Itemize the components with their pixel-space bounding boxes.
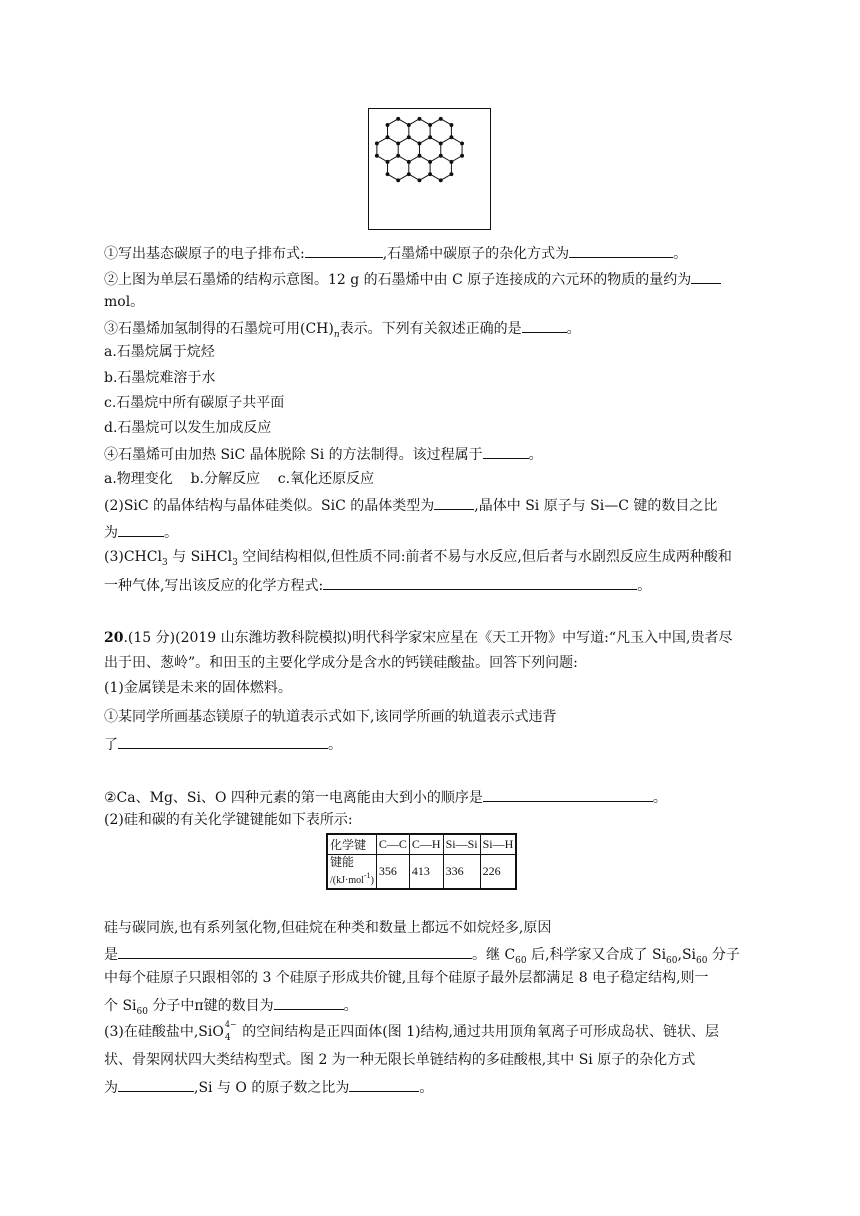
question-20-part3-cont2 [104,1076,433,1098]
question-20-part1-1 [104,707,556,727]
carbon-atom [396,154,400,158]
carbon-atom [460,141,464,145]
subscript: n [333,329,340,340]
carbon-atom [418,178,422,182]
carbon-atom [428,172,432,176]
question-number: 20 [104,630,124,646]
carbon-atom [407,160,411,164]
text: 后,科学家又合成了 Si [526,947,667,963]
answer-blank[interactable] [483,786,653,802]
text: ③石墨烯加氢制得的石墨烷可用(CH) [104,321,334,337]
answer-blank[interactable] [483,443,529,459]
question-20-cont [104,653,578,673]
text: (3)在硅酸盐中,SiO [104,1024,224,1040]
text: d.石墨烷可以发生加成反应 [104,420,272,436]
carbon-atom [428,160,432,164]
text: (2)硅和碳的有关化学键键能如下表所示: [104,812,353,828]
answer-blank[interactable] [434,494,474,510]
text: 空间结构相似,但性质不同:前者不易与水反应,但后者与水剧烈反应生成两种酸和 [237,549,732,565]
text: /(kJ·mol [330,875,364,886]
question-4-line [104,443,543,465]
text: 状、骨架网状四大类结构型式。图 2 为一种无限长单链结构的多硅酸根,其中 Si 原子的杂化方式 [104,1052,696,1068]
question-2-unit [104,292,144,312]
text: 分子 [707,947,740,963]
table-cell: 化学键 [327,834,376,855]
question-20-part3 [104,1022,719,1042]
option-a [104,342,215,362]
text: a.物理变化 b.分解反应 c.氧化还原反应 [104,471,375,487]
question-20-part1-2 [104,786,667,808]
ion-charge [224,1020,238,1043]
text: 硅与碳同族,也有系列氢化物,但硅烷在种类和数量上都远不如烷烃多,原因 [104,920,552,936]
question-part2-line [104,494,717,516]
answer-blank[interactable] [691,268,721,284]
carbon-atom [439,154,443,158]
carbon-atom [418,117,422,121]
text: 。 [673,246,688,262]
answer-blank[interactable] [305,242,383,258]
text: c.石墨烷中所有碳原子共平面 [104,395,285,411]
answer-blank[interactable] [323,574,637,590]
carbon-atom [449,123,453,127]
text: 个 Si [104,998,137,1014]
carbon-atom [396,117,400,121]
subscript: 60 [666,955,678,966]
text: ④石墨烯可由加热 SiC 晶体脱除 Si 的方法制得。该过程属于 [104,447,483,463]
question-20-title [104,628,732,648]
table-cell: 336 [443,855,480,890]
answer-blank[interactable] [569,242,673,258]
question-20-part3-cont [104,1050,695,1070]
text: ) [370,875,374,886]
text: .(15 分)(2019 山东潍坊教科院模拟)明代科学家宋应星在《天工开物》中写道:“凡玉入中国,贵者尽 [123,630,733,646]
answer-blank[interactable] [118,733,328,749]
text: (3)CHCl [104,549,162,565]
question-20-part2-cont2 [104,968,709,988]
text: ②Ca、Mg、Si、O 四种元素的第一电离能由大到小的顺序是 [104,790,483,806]
text: 是 [104,947,118,963]
answer-blank[interactable] [349,1076,419,1092]
carbon-atom [407,172,411,176]
question-20-part2-text [104,918,551,938]
carbon-atom [449,172,453,176]
text: ②上图为单层石墨烯的结构示意图。12 g 的石墨烯中由 C 原子连接成的六元环的物质的量约为 [104,272,692,288]
carbon-atom [428,123,432,127]
table-cell: Si—Si [443,834,480,855]
question-4-options [104,469,374,489]
text: (2)SiC 的晶体结构与晶体硅类似。SiC 的晶体类型为 [104,498,435,514]
superscript: 4− [224,1020,237,1029]
carbon-atom [386,135,390,139]
question-part2-cont [104,521,178,543]
carbon-atom [418,141,422,145]
carbon-atom [375,154,379,158]
table-cell: 413 [409,855,443,890]
table-cell: Si—H [480,834,516,855]
question-20-part2-cont [104,943,740,971]
carbon-atom [375,141,379,145]
carbon-atom [418,154,422,158]
carbon-atom [386,123,390,127]
table-row [327,855,516,890]
carbon-atom [449,160,453,164]
text: 分子中π键的数目为 [147,998,274,1014]
carbon-atom [428,135,432,139]
table-cell: 226 [480,855,516,890]
carbon-atom [449,135,453,139]
subscript: 4 [224,1033,231,1043]
subscript: 3 [232,557,238,568]
answer-blank[interactable] [274,994,344,1010]
text: 为 [104,1080,118,1096]
option-b [104,368,215,388]
text: ,Si 与 O 的原子数之比为 [194,1080,350,1096]
table-cell: C—C [376,834,409,855]
text: 与 SiHCl [167,549,233,565]
text: 。 [637,578,652,594]
subscript: 60 [696,955,708,966]
subscript: 60 [515,955,527,966]
text: 的空间结构是正四面体(图 1)结构,通过共用顶角氧离子可形成岛状、链状、层 [237,1024,720,1040]
text: 。 [652,790,667,806]
table-header-row [327,834,516,855]
text: (1)金属镁是未来的固体燃料。 [104,680,292,696]
table-cell: 356 [376,855,409,890]
carbon-atom [386,160,390,164]
superscript: -1 [363,871,371,880]
text: b.石墨烷难溶于水 [104,370,216,386]
carbon-atom [439,117,443,121]
carbon-atom [386,172,390,176]
text: 。 [343,998,358,1014]
text: ,Si [677,947,697,963]
carbon-atom [439,178,443,182]
carbon-atom [407,123,411,127]
answer-blank[interactable] [118,521,164,537]
text: ①写出基态碳原子的电子排布式: [104,246,305,262]
text: 。 [528,447,543,463]
carbon-atom [396,178,400,182]
question-20-part2 [104,810,353,830]
text: 。 [566,321,581,337]
answer-blank[interactable] [118,943,472,959]
question-part3-line [104,547,732,573]
answer-blank[interactable] [522,317,567,333]
text: a.石墨烷属于烷烃 [104,344,215,360]
text: 了 [104,737,118,753]
text: 。继 C [472,947,516,963]
answer-blank[interactable] [118,1076,194,1092]
question-20-part1 [104,678,292,698]
question-2-line [104,268,721,290]
question-1-line [104,242,687,264]
bond-energy-table [326,833,517,890]
carbon-atom [396,141,400,145]
text: 。 [419,1080,434,1096]
question-part3-cont [104,574,651,596]
text: ,石墨烯中碳原子的杂化方式为 [382,246,570,262]
graphene-structure-diagram [368,108,491,230]
question-3-line [104,317,581,345]
text: ①某同学所画基态镁原子的轨道表示式如下,该同学所画的轨道表示式违背 [104,709,557,725]
option-d [104,418,271,438]
text: 表示。下列有关叙述正确的是 [339,321,522,337]
text: 键能 [330,855,355,869]
text: 一种气体,写出该反应的化学方程式: [104,578,324,594]
carbon-atom [439,141,443,145]
text: ,晶体中 Si 原子与 Si—C 键的数目之比 [474,498,718,514]
question-20-part1-1-cont [104,733,342,755]
text: 。 [328,737,342,753]
table-cell: C—H [409,834,443,855]
carbon-atom [407,135,411,139]
text: 出于田、葱岭”。和田玉的主要化学成分是含水的钙镁硅酸盐。回答下列问题: [104,655,578,671]
text: 。 [164,525,178,541]
subscript: 3 [161,557,168,568]
option-c [104,393,284,413]
text: 中每个硅原子只跟相邻的 3 个硅原子形成共价键,且每个硅原子最外层都满足 8 电子稳定结构,则一 [104,970,709,986]
carbon-atom [460,154,464,158]
subscript: 60 [136,1006,148,1017]
text: mol。 [104,294,145,310]
table-cell [327,855,376,890]
text: 为 [104,525,118,541]
